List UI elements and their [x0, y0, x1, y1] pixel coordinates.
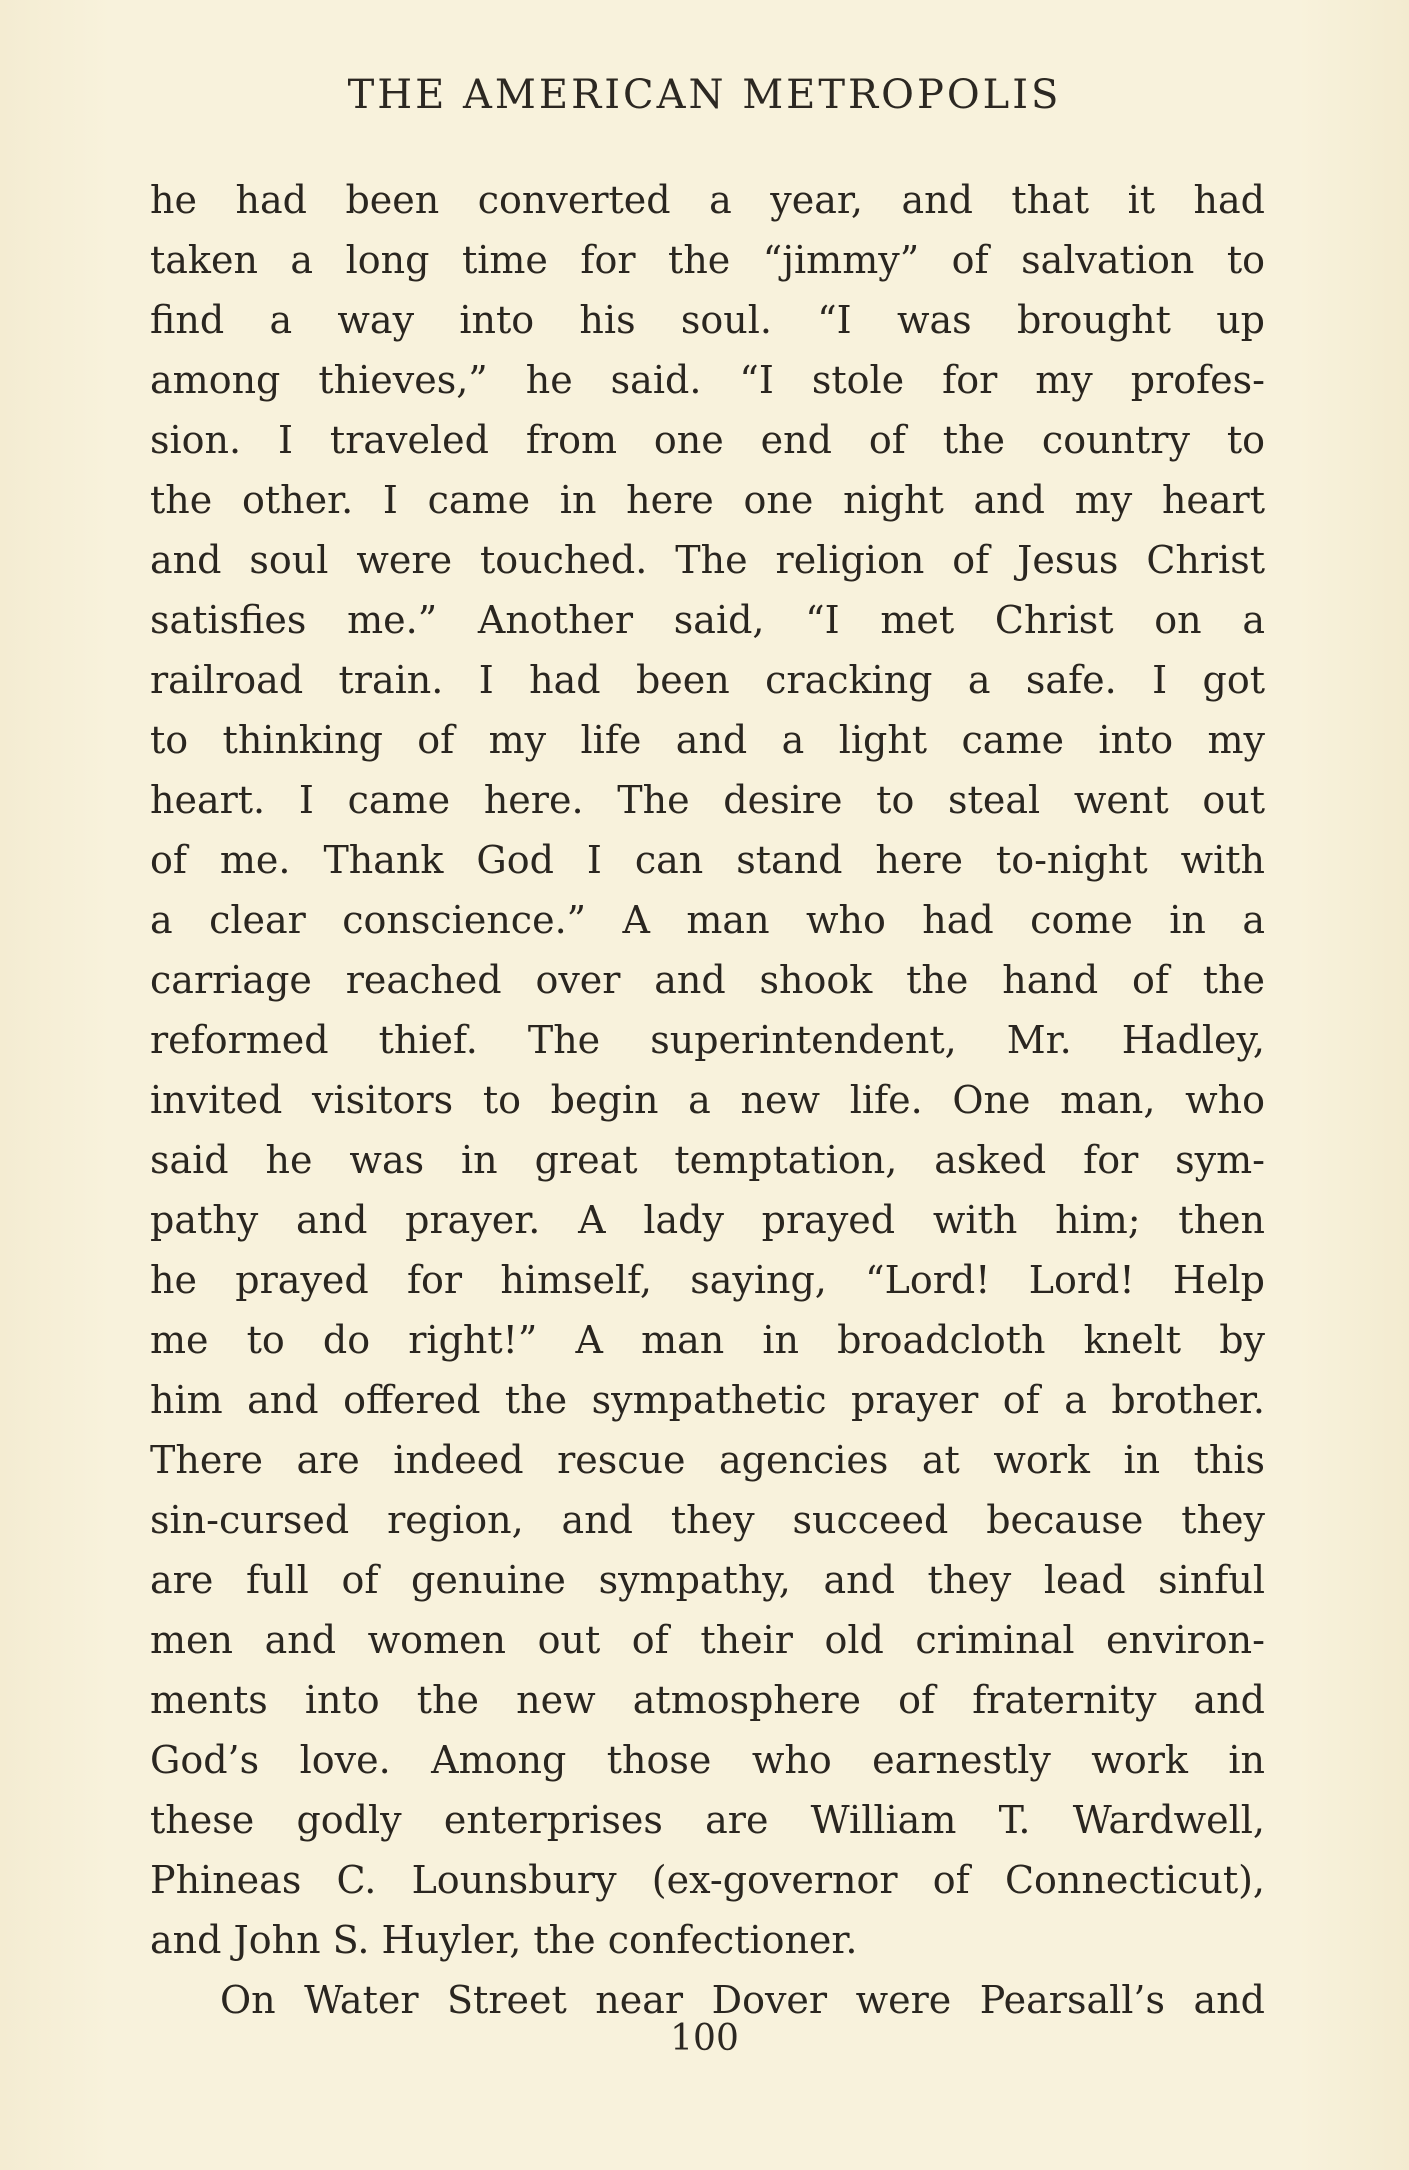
paragraph-end-line: and John S. Huyler, the confectioner. [150, 1918, 858, 1962]
text-line: carriage reached over and shook the hand of the [150, 958, 1265, 1002]
text-line: sin-cursed region, and they succeed because they [150, 1498, 1265, 1542]
text-line: said he was in great temptation, asked for sym- [150, 1138, 1265, 1182]
running-head: THE AMERICAN METROPOLIS [347, 72, 1062, 118]
text-line: reformed thief. The superintendent, Mr. Hadley, [150, 1018, 1265, 1062]
text-line: among thieves,” he said. “I stole for my profes- [150, 358, 1265, 402]
text-line: men and women out of their old criminal environ- [150, 1618, 1265, 1662]
text-line: of me. Thank God I can stand here to-night with [150, 838, 1265, 882]
text-line: and soul were touched. The religion of Jesus Christ [150, 538, 1265, 582]
text-line: satisfies me.” Another said, “I met Christ on a [150, 598, 1265, 642]
text-line: me to do right!” A man in broadcloth knelt by [150, 1318, 1265, 1362]
text-line: Phineas C. Lounsbury (ex-governor of Connecticut), [150, 1858, 1265, 1902]
page-number: 100 [670, 2018, 739, 2059]
text-line: taken a long time for the “jimmy” of salvation to [150, 238, 1265, 282]
paragraph-start-line: On Water Street near Dover were Pearsall’s and [220, 1978, 1265, 2022]
text-line: railroad train. I had been cracking a safe. I got [150, 658, 1265, 702]
text-line: are full of genuine sympathy, and they lead sinful [150, 1558, 1265, 1602]
text-line: ments into the new atmosphere of fraternity and [150, 1678, 1265, 1722]
text-line: heart. I came here. The desire to steal went out [150, 778, 1265, 822]
text-line: a clear conscience.” A man who had come in a [150, 898, 1265, 942]
text-line: sion. I traveled from one end of the country to [150, 418, 1265, 462]
text-line: invited visitors to begin a new life. One man, who [150, 1078, 1265, 1122]
body-text [150, 170, 1265, 2030]
text-line: he prayed for himself, saying, “Lord! Lord! Help [150, 1258, 1265, 1302]
text-line: these godly enterprises are William T. Wardwell, [150, 1798, 1265, 1842]
text-line: he had been converted a year, and that it had [150, 178, 1265, 222]
text-line: God’s love. Among those who earnestly work in [150, 1738, 1265, 1782]
text-line: him and offered the sympathetic prayer of a brother. [150, 1378, 1265, 1422]
text-line: There are indeed rescue agencies at work in this [150, 1438, 1265, 1482]
text-line: to thinking of my life and a light came into my [150, 718, 1265, 762]
text-line: find a way into his soul. “I was brought up [150, 298, 1265, 342]
text-line: pathy and prayer. A lady prayed with him; then [150, 1198, 1265, 1242]
text-line: the other. I came in here one night and my heart [150, 478, 1265, 522]
